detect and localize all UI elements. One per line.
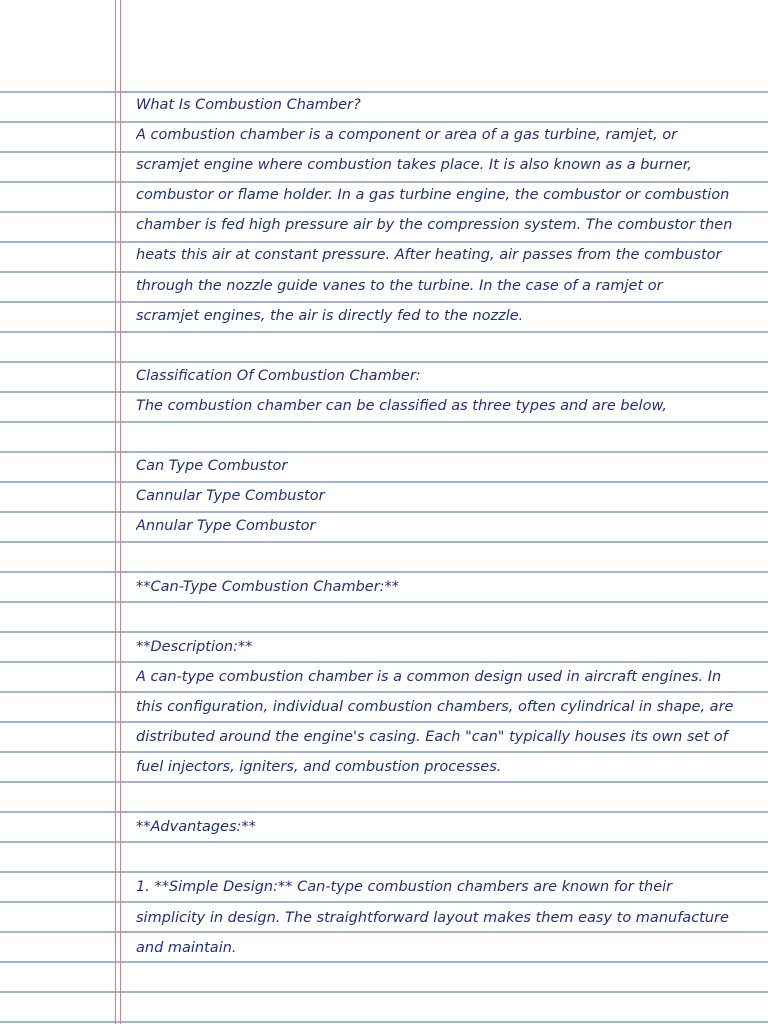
margin-line [120,0,121,1024]
blank-line [136,421,746,451]
text-line: chamber is fed high pressure air by the compression system. The combustor then [136,217,733,234]
text-line: The combustion chamber can be classified as three types and are below, [136,397,667,414]
text-line: scramjet engines, the air is directly fed to the nozzle. [136,307,524,324]
heading-line: **Advantages:** [136,819,256,836]
list-item: Cannular Type Combustor [136,488,325,505]
text-line: 1. **Simple Design:** Can-type combustion chambers are known for their [136,879,673,896]
text-line: scramjet engine where combustion takes place. It is also known as a burner, [136,157,692,174]
text-line: A combustion chamber is a component or area of a gas turbine, ramjet, or [136,127,678,144]
heading-line: **Description:** [136,638,253,655]
text-line: through the nozzle guide vanes to the turbine. In the case of a ramjet or [136,277,663,294]
text-line: simplicity in design. The straightforward layout makes them easy to manufacture [136,909,729,926]
blank-line [136,541,746,571]
heading-line: **Can-Type Combustion Chamber:** [136,578,400,595]
text-line: combustor or flame holder. In a gas turbine engine, the combustor or combustion [136,187,730,204]
text-line: this configuration, individual combustion chambers, often cylindrical in shape, are [136,698,734,715]
blank-line [136,782,746,812]
text-line: and maintain. [136,939,237,956]
text-line: fuel injectors, igniters, and combustion processes. [136,759,502,776]
text-line: heats this air at constant pressure. After heating, air passes from the combustor [136,247,722,264]
heading-line: What Is Combustion Chamber? [136,97,361,113]
list-item: Can Type Combustor [136,458,288,475]
list-item: Annular Type Combustor [136,518,316,535]
text-line: distributed around the engine's casing. Each "can" typically houses its own set of [136,728,728,745]
blank-line [136,842,746,872]
note-text [136,90,746,963]
heading-line: Classification Of Combustion Chamber: [136,367,421,384]
blank-line [136,331,746,361]
blank-line [136,602,746,632]
margin-line [115,0,116,1024]
text-line: A can-type combustion chamber is a common design used in aircraft engines. In [136,668,722,685]
